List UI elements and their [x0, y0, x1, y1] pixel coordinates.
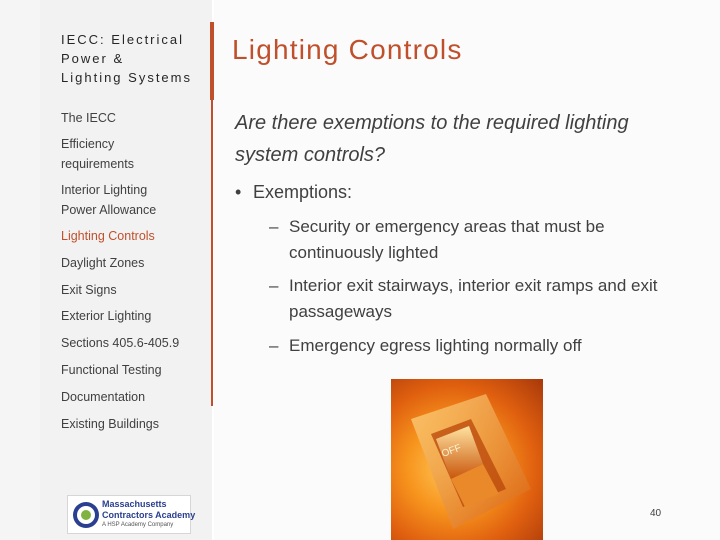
- bullet-label: Exemptions:: [253, 182, 353, 202]
- slide-title: Lighting Controls: [232, 34, 463, 65]
- logo-line-1: Massachusetts: [102, 499, 167, 509]
- sidebar-item-daylight-zones[interactable]: Daylight Zones: [61, 256, 145, 270]
- academy-logo: [67, 495, 196, 534]
- sub-item-exit-stairways: [269, 273, 689, 325]
- deck-title-line-3: Lighting Systems: [61, 70, 192, 85]
- accent-divider-bar: [210, 22, 214, 100]
- sub-item-text: Security or emergency areas that must be continuously lighted: [289, 217, 605, 262]
- accent-divider-line: [211, 100, 213, 406]
- sidebar-item-lighting-controls[interactable]: Lighting Controls: [61, 229, 155, 243]
- logo-gear-icon: [71, 500, 101, 530]
- slide-question: Are there exemptions to the required lighting system controls?: [235, 112, 629, 166]
- logo-line-2: Contractors Academy: [102, 510, 196, 520]
- bullet-exemptions: [235, 179, 352, 205]
- sidebar-item-existing-buildings[interactable]: Existing Buildings: [61, 417, 159, 431]
- dash-icon: –: [269, 336, 279, 355]
- sidebar-item-the-iecc[interactable]: The IECC: [61, 111, 116, 125]
- sidebar-item-efficiency-requirements[interactable]: Efficiency requirements: [61, 137, 134, 171]
- sidebar-item-functional-testing[interactable]: Functional Testing: [61, 363, 162, 377]
- sub-item-egress: [269, 333, 689, 359]
- deck-title-line-2: Power &: [61, 51, 125, 66]
- deck-title-line-1: IECC: Electrical: [61, 32, 185, 47]
- sub-item-security: [269, 214, 689, 266]
- sidebar-item-sections-405[interactable]: Sections 405.6-405.9: [61, 336, 180, 350]
- bullet-dot-icon: •: [235, 182, 242, 202]
- switch-off-label: OFF: [440, 442, 463, 460]
- dash-icon: –: [269, 276, 279, 295]
- sidebar-item-exterior-lighting[interactable]: Exterior Lighting: [61, 309, 152, 323]
- sidebar-item-interior-lighting-power-allowance[interactable]: Interior Lighting Power Allowance: [61, 183, 157, 217]
- dash-icon: –: [269, 217, 279, 236]
- sidebar-item-exit-signs[interactable]: Exit Signs: [61, 283, 117, 297]
- light-switch-photo: [391, 379, 543, 540]
- sub-item-text: Emergency egress lighting normally off: [289, 336, 582, 355]
- sidebar-item-documentation[interactable]: Documentation: [61, 390, 146, 404]
- page-number: 40: [650, 508, 662, 519]
- deck-title: [61, 30, 211, 87]
- sub-item-text: Interior exit stairways, interior exit ramps and exit passageways: [289, 276, 658, 321]
- left-margin-strip: [0, 0, 40, 540]
- logo-line-3: A HSP Academy Company: [102, 522, 174, 528]
- light-switch-icon: [391, 379, 543, 540]
